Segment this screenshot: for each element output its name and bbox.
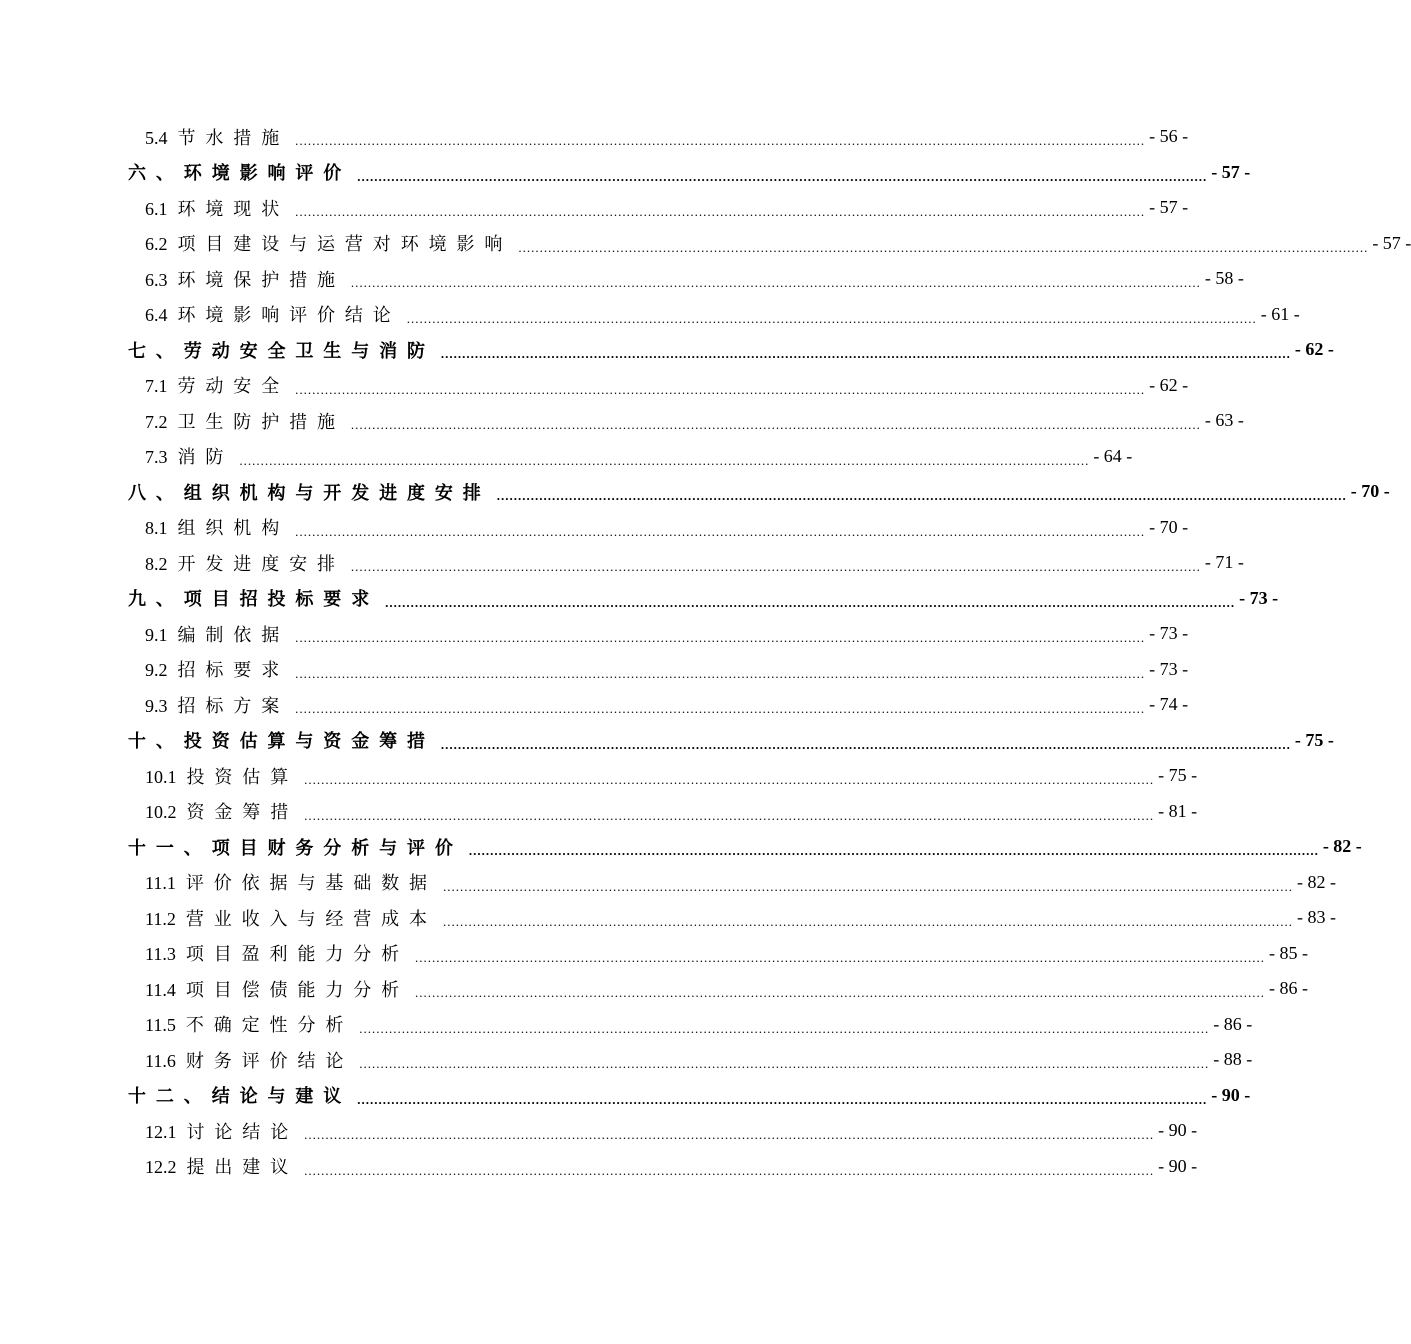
toc-entry-text: 八、组织机构与开发进度安排: [128, 482, 491, 503]
toc-page-number: - 56 -: [1149, 126, 1189, 147]
dot-leader: ........................................................................................................................................................................................................: [415, 985, 1266, 1001]
dot-leader: ........................................................................................................................................................................................................: [295, 630, 1146, 646]
toc-entry-number: 11.5: [145, 1015, 176, 1036]
toc-entry-title: [128, 727, 435, 753]
dot-leader: ........................................................................................................................................................................................................: [357, 168, 1208, 184]
toc-entry-number: 12.2: [145, 1157, 177, 1178]
toc-section-entry[interactable]: [128, 1042, 1253, 1078]
toc-entry-text: 环境现状: [177, 198, 290, 219]
dot-leader: ........................................................................................................................................................................................................: [359, 1056, 1210, 1072]
toc-section-entry[interactable]: [128, 119, 1189, 155]
toc-page-number: - 70 -: [1149, 516, 1189, 537]
toc-entry-title: [145, 798, 298, 824]
toc-page-number: - 90 -: [1158, 1120, 1198, 1141]
toc-section-entry[interactable]: [128, 936, 1309, 972]
toc-entry-number: 6.3: [145, 269, 168, 290]
toc-entry-title: [145, 1047, 353, 1073]
toc-page-number: - 58 -: [1204, 268, 1244, 289]
toc-section-entry[interactable]: [128, 687, 1189, 723]
toc-section-entry[interactable]: [128, 1149, 1198, 1185]
dot-leader: ........................................................................................................................................................................................................: [295, 381, 1146, 397]
toc-entry-text: 消防: [177, 447, 234, 468]
toc-page-number: - 85 -: [1269, 942, 1309, 963]
toc-entry-number: 6.1: [145, 198, 168, 219]
dot-leader: ........................................................................................................................................................................................................: [295, 665, 1146, 681]
toc-entry-text: 劳动安全: [177, 376, 290, 397]
toc-entry-text: 环境影响评价结论: [177, 305, 401, 326]
toc-entry-title: [145, 1011, 353, 1037]
toc-entry-text: 十二、结论与建议: [128, 1086, 352, 1107]
toc-page-number: - 70 -: [1350, 481, 1390, 502]
toc-entry-title: [145, 266, 345, 292]
toc-page-number: - 90 -: [1211, 1084, 1251, 1105]
toc-entry-number: 11.4: [145, 979, 176, 1000]
toc-entry-number: 10.2: [145, 802, 177, 823]
dot-leader: ........................................................................................................................................................................................................: [518, 239, 1369, 255]
toc-section-entry[interactable]: [128, 226, 1411, 262]
toc-page-number: - 90 -: [1158, 1155, 1198, 1176]
toc-entry-number: 8.1: [145, 518, 168, 539]
toc-entry-title: [128, 585, 379, 611]
toc-page-number: - 64 -: [1093, 445, 1133, 466]
toc-page-number: - 62 -: [1294, 339, 1334, 360]
toc-entry-number: 7.2: [145, 411, 168, 432]
toc-entry-title: [145, 940, 409, 966]
toc-entry-text: 十一、项目财务分析与评价: [128, 837, 463, 858]
toc-entry-title: [145, 195, 289, 221]
toc-entry-title: [145, 408, 345, 434]
dot-leader: ........................................................................................................................................................................................................: [468, 843, 1319, 859]
toc-entry-title: [145, 869, 437, 895]
toc-entry-number: 9.2: [145, 660, 168, 681]
dot-leader: ........................................................................................................................................................................................................: [359, 1020, 1210, 1036]
toc-entry-text: 资金筹措: [186, 802, 299, 823]
toc-entry-number: 6.4: [145, 305, 168, 326]
toc-entry-text: 项目建设与运营对环境影响: [177, 234, 513, 255]
toc-page-number: - 73 -: [1239, 587, 1279, 608]
toc-page-number: - 57 -: [1149, 197, 1189, 218]
toc-entry-number: 9.1: [145, 624, 168, 645]
toc-chapter-entry[interactable]: [128, 829, 1362, 865]
toc-entry-title: [145, 550, 345, 576]
toc-page-number: - 73 -: [1149, 623, 1189, 644]
toc-entry-title: [145, 1153, 298, 1179]
toc-page-number: - 82 -: [1296, 871, 1336, 892]
toc-chapter-entry[interactable]: [128, 1078, 1251, 1114]
dot-leader: ........................................................................................................................................................................................................: [304, 1127, 1155, 1143]
toc-entry-title: [145, 230, 512, 256]
toc-entry-title: [128, 337, 435, 363]
toc-entry-title: [145, 514, 289, 540]
dot-leader: ........................................................................................................................................................................................................: [442, 914, 1293, 930]
toc-entry-text: 讨论结论: [186, 1121, 299, 1142]
toc-entry-text: 六、环境影响评价: [128, 163, 352, 184]
toc-entry-title: [145, 443, 233, 469]
toc-page-number: - 88 -: [1213, 1049, 1253, 1070]
toc-entry-title: [128, 159, 351, 185]
dot-leader: ........................................................................................................................................................................................................: [440, 346, 1291, 362]
toc-entry-text: 七、劳动安全卫生与消防: [128, 340, 435, 361]
toc-section-entry[interactable]: [128, 758, 1198, 794]
toc-section-entry[interactable]: [128, 1007, 1253, 1043]
toc-page-number: - 86 -: [1269, 978, 1309, 999]
toc-entry-number: 9.3: [145, 695, 168, 716]
toc-entry-text: 组织机构: [177, 518, 290, 539]
toc-entry-text: 招标要求: [177, 660, 290, 681]
toc-entry-number: 11.6: [145, 1050, 176, 1071]
dot-leader: ........................................................................................................................................................................................................: [385, 594, 1236, 610]
toc-entry-number: 8.2: [145, 553, 168, 574]
toc-entry-text: 评价依据与基础数据: [185, 873, 437, 894]
toc-section-entry[interactable]: [128, 865, 1336, 901]
toc-entry-number: 11.1: [145, 873, 176, 894]
toc-entry-number: 10.1: [145, 766, 177, 787]
toc-chapter-entry[interactable]: [128, 474, 1390, 510]
toc-page-number: - 75 -: [1294, 729, 1334, 750]
toc-entry-number: 7.3: [145, 447, 168, 468]
toc-chapter-entry[interactable]: [128, 332, 1334, 368]
toc-chapter-entry[interactable]: [128, 155, 1251, 191]
toc-entry-text: 十、投资估算与资金筹措: [128, 731, 435, 752]
toc-page-number: - 57 -: [1372, 232, 1411, 253]
toc-page-number: - 62 -: [1149, 374, 1189, 395]
toc-entry-text: 编制依据: [177, 624, 290, 645]
dot-leader: ........................................................................................................................................................................................................: [295, 133, 1146, 149]
toc-section-entry[interactable]: [128, 545, 1244, 581]
toc-section-entry[interactable]: [128, 652, 1189, 688]
toc-entry-text: 投资估算: [186, 766, 299, 787]
toc-entry-title: [145, 976, 409, 1002]
toc-page-number: - 74 -: [1149, 694, 1189, 715]
toc-entry-number: 5.4: [145, 127, 168, 148]
toc-entry-text: 卫生防护措施: [177, 411, 345, 432]
toc-page-number: - 86 -: [1213, 1013, 1253, 1034]
toc-entry-number: 6.2: [145, 234, 168, 255]
dot-leader: ........................................................................................................................................................................................................: [295, 523, 1146, 539]
toc-entry-title: [145, 1118, 298, 1144]
toc-entry-text: 财务评价结论: [185, 1050, 354, 1071]
toc-section-entry[interactable]: [128, 297, 1300, 333]
toc-entry-text: 不确定性分析: [185, 1015, 354, 1036]
toc-entry-text: 项目偿债能力分析: [185, 979, 410, 1000]
toc-section-entry[interactable]: [128, 190, 1189, 226]
toc-entry-text: 招标方案: [177, 695, 290, 716]
toc-entry-title: [145, 124, 289, 150]
toc-entry-number: 11.2: [145, 908, 176, 929]
toc-entry-title: [128, 479, 491, 505]
toc-entry-number: 11.3: [145, 944, 176, 965]
dot-leader: ........................................................................................................................................................................................................: [415, 949, 1266, 965]
toc-page-number: - 57 -: [1211, 161, 1251, 182]
dot-leader: ........................................................................................................................................................................................................: [496, 488, 1347, 504]
toc-entry-title: [145, 692, 289, 718]
toc-entry-title: [145, 621, 289, 647]
toc-page-number: - 81 -: [1158, 800, 1198, 821]
dot-leader: ........................................................................................................................................................................................................: [304, 1162, 1155, 1178]
dot-leader: ........................................................................................................................................................................................................: [295, 204, 1146, 220]
toc-page-number: - 83 -: [1296, 907, 1336, 928]
toc-chapter-entry[interactable]: [128, 723, 1334, 759]
toc-page-number: - 73 -: [1149, 658, 1189, 679]
dot-leader: ........................................................................................................................................................................................................: [350, 275, 1201, 291]
toc-entry-title: [145, 656, 289, 682]
toc-section-entry[interactable]: [128, 900, 1336, 936]
toc-section-entry[interactable]: [128, 510, 1189, 546]
dot-leader: ........................................................................................................................................................................................................: [442, 878, 1293, 894]
dot-leader: ........................................................................................................................................................................................................: [357, 1091, 1208, 1107]
toc-entry-text: 环境保护措施: [177, 269, 345, 290]
toc-section-entry[interactable]: [128, 403, 1244, 439]
toc-entry-text: 九、项目招投标要求: [128, 589, 380, 610]
toc-page-number: - 61 -: [1260, 303, 1300, 324]
toc-page-number: - 63 -: [1204, 410, 1244, 431]
toc-entry-title: [145, 372, 289, 398]
toc-chapter-entry[interactable]: [128, 581, 1279, 617]
toc-section-entry[interactable]: [128, 794, 1198, 830]
toc-section-entry[interactable]: [128, 971, 1309, 1007]
toc-entry-title: [145, 905, 437, 931]
toc-page-number: - 71 -: [1204, 552, 1244, 573]
toc-section-entry[interactable]: [128, 368, 1189, 404]
table-of-contents: [128, 119, 1411, 1184]
toc-entry-title: [128, 834, 463, 860]
dot-leader: ........................................................................................................................................................................................................: [350, 417, 1201, 433]
toc-entry-text: 营业收入与经营成本: [185, 908, 437, 929]
dot-leader: ........................................................................................................................................................................................................: [440, 736, 1291, 752]
dot-leader: ........................................................................................................................................................................................................: [350, 559, 1201, 575]
toc-entry-text: 项目盈利能力分析: [185, 944, 410, 965]
toc-entry-title: [128, 1082, 351, 1108]
toc-entry-title: [145, 301, 401, 327]
dot-leader: ........................................................................................................................................................................................................: [304, 772, 1155, 788]
dot-leader: ........................................................................................................................................................................................................: [239, 452, 1090, 468]
dot-leader: ........................................................................................................................................................................................................: [304, 807, 1155, 823]
dot-leader: ........................................................................................................................................................................................................: [406, 310, 1257, 326]
toc-entry-number: 7.1: [145, 376, 168, 397]
toc-page-number: - 82 -: [1322, 836, 1362, 857]
toc-section-entry[interactable]: [128, 1113, 1198, 1149]
toc-page-number: - 75 -: [1158, 765, 1198, 786]
dot-leader: ........................................................................................................................................................................................................: [295, 701, 1146, 717]
toc-entry-text: 提出建议: [186, 1157, 299, 1178]
toc-entry-title: [145, 763, 298, 789]
toc-entry-text: 开发进度安排: [177, 553, 345, 574]
toc-entry-text: 节水措施: [177, 127, 290, 148]
toc-section-entry[interactable]: [128, 616, 1189, 652]
toc-section-entry[interactable]: [128, 261, 1244, 297]
toc-entry-number: 12.1: [145, 1121, 177, 1142]
toc-section-entry[interactable]: [128, 439, 1133, 475]
